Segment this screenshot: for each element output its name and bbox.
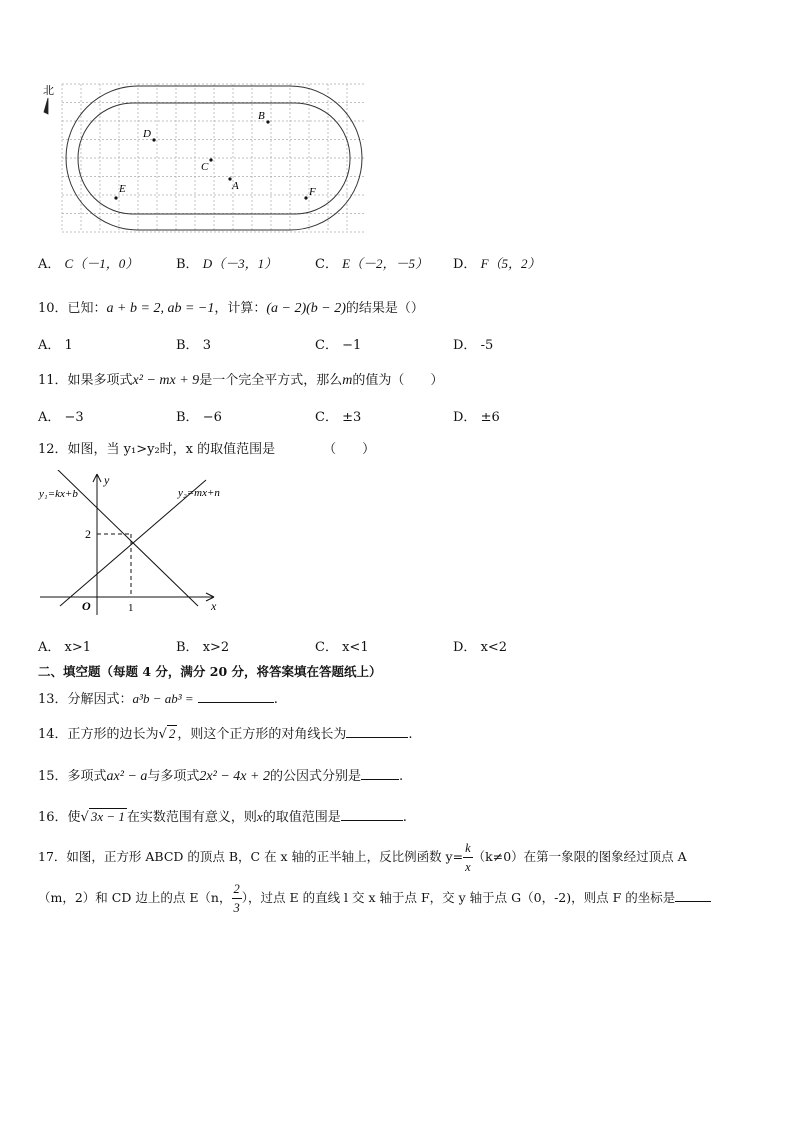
q11-option-c: C． ±3	[315, 410, 362, 425]
point-e-label: E	[119, 183, 126, 195]
point-f-label: F	[309, 186, 316, 198]
q14-answer-blank[interactable]	[346, 736, 408, 738]
north-arrow-icon	[44, 98, 48, 114]
q17-line2: （m，2）和 CD 边上的点 E（n， $\frac{2}{3}$ ），过点 E 的直线 l 交 x 轴于点 F，交 y 轴于点 G（0，-2)，则点 F 的坐标是	[38, 880, 711, 917]
north-label: 北	[43, 85, 54, 97]
q9-option-c: C． E（－2，－5）	[315, 256, 429, 272]
point-b-label: B	[258, 110, 265, 122]
q17-line1: 17．如图，正方形 ABCD 的顶点 B，C 在 x 轴的正半轴上，反比例函数 y= $\frac{k}{x}$ （k≠0）在第一象限的图象经过顶点 A	[38, 841, 687, 874]
section-2-title: 二、填空题（每题 4 分，满分 20 分，将答案填在答题纸上）	[38, 664, 382, 679]
q12-option-c: C． x<1	[315, 640, 369, 655]
q17-answer-blank[interactable]	[675, 900, 711, 902]
q15-stem: 15．多项式ax² − a与多项式2x² − 4x + 2的公因式分别是 .	[38, 769, 404, 784]
label-origin: O	[82, 599, 91, 613]
q15-answer-blank[interactable]	[361, 778, 399, 780]
map-grid	[62, 84, 364, 232]
q9-option-b: B． D（－3，1）	[176, 256, 278, 272]
q10-option-a: A． 1	[38, 338, 73, 353]
q11-option-a: A． −3	[38, 410, 84, 425]
point-f	[304, 196, 307, 199]
q10-option-b: B． 3	[176, 338, 211, 353]
label-y-axis: y	[104, 473, 110, 487]
q12-linear-graph	[36, 470, 236, 620]
q11-option-b: B． −6	[176, 410, 222, 425]
q13-answer-blank[interactable]	[198, 701, 274, 703]
q10-stem: 10．已知：a + b = 2, ab = −1，计算：(a − 2)(b − 2)的结果是（）	[38, 301, 424, 316]
track-map-figure	[40, 82, 370, 237]
q12-option-a: A． x>1	[38, 640, 92, 655]
q10-option-d: D． -5	[453, 338, 494, 353]
q10-option-c: C． −1	[315, 338, 362, 353]
q16-stem: 16．使√ 3x − 1 在实数范围有意义，则x的取值范围是 .	[38, 809, 407, 825]
point-d	[152, 138, 155, 141]
q9-option-d: D． F（5，2）	[453, 256, 541, 272]
q13-stem: 13．分解因式：a³b − ab³ = .	[38, 691, 278, 707]
point-c	[209, 158, 212, 161]
q12-option-d: D． x<2	[453, 640, 508, 655]
q12-option-b: B． x>2	[176, 640, 230, 655]
point-e	[114, 196, 117, 199]
q11-option-d: D． ±6	[453, 410, 500, 425]
label-y2: y₂=mx+n	[178, 487, 220, 499]
q9-option-a: A． C（－1，0）	[38, 256, 139, 272]
q16-answer-blank[interactable]	[341, 819, 403, 821]
label-one: 1	[128, 602, 134, 614]
point-d-label: D	[143, 128, 151, 140]
label-y1: y₁=kx+b	[39, 488, 78, 500]
q11-stem: 11．如果多项式x² − mx + 9是一个完全平方式，那么m的值为（ ）	[38, 373, 444, 388]
q14-stem: 14．正方形的边长为√ 2 ，则这个正方形的对角线长为 .	[38, 726, 413, 742]
point-b	[266, 120, 269, 123]
point-a-label: A	[232, 180, 239, 192]
point-c-label: C	[201, 161, 209, 173]
label-x-axis: x	[211, 599, 217, 613]
q12-stem: 12．如图，当 y₁>y₂时，x 的取值范围是 （ ）	[38, 442, 376, 457]
label-two: 2	[85, 527, 91, 541]
